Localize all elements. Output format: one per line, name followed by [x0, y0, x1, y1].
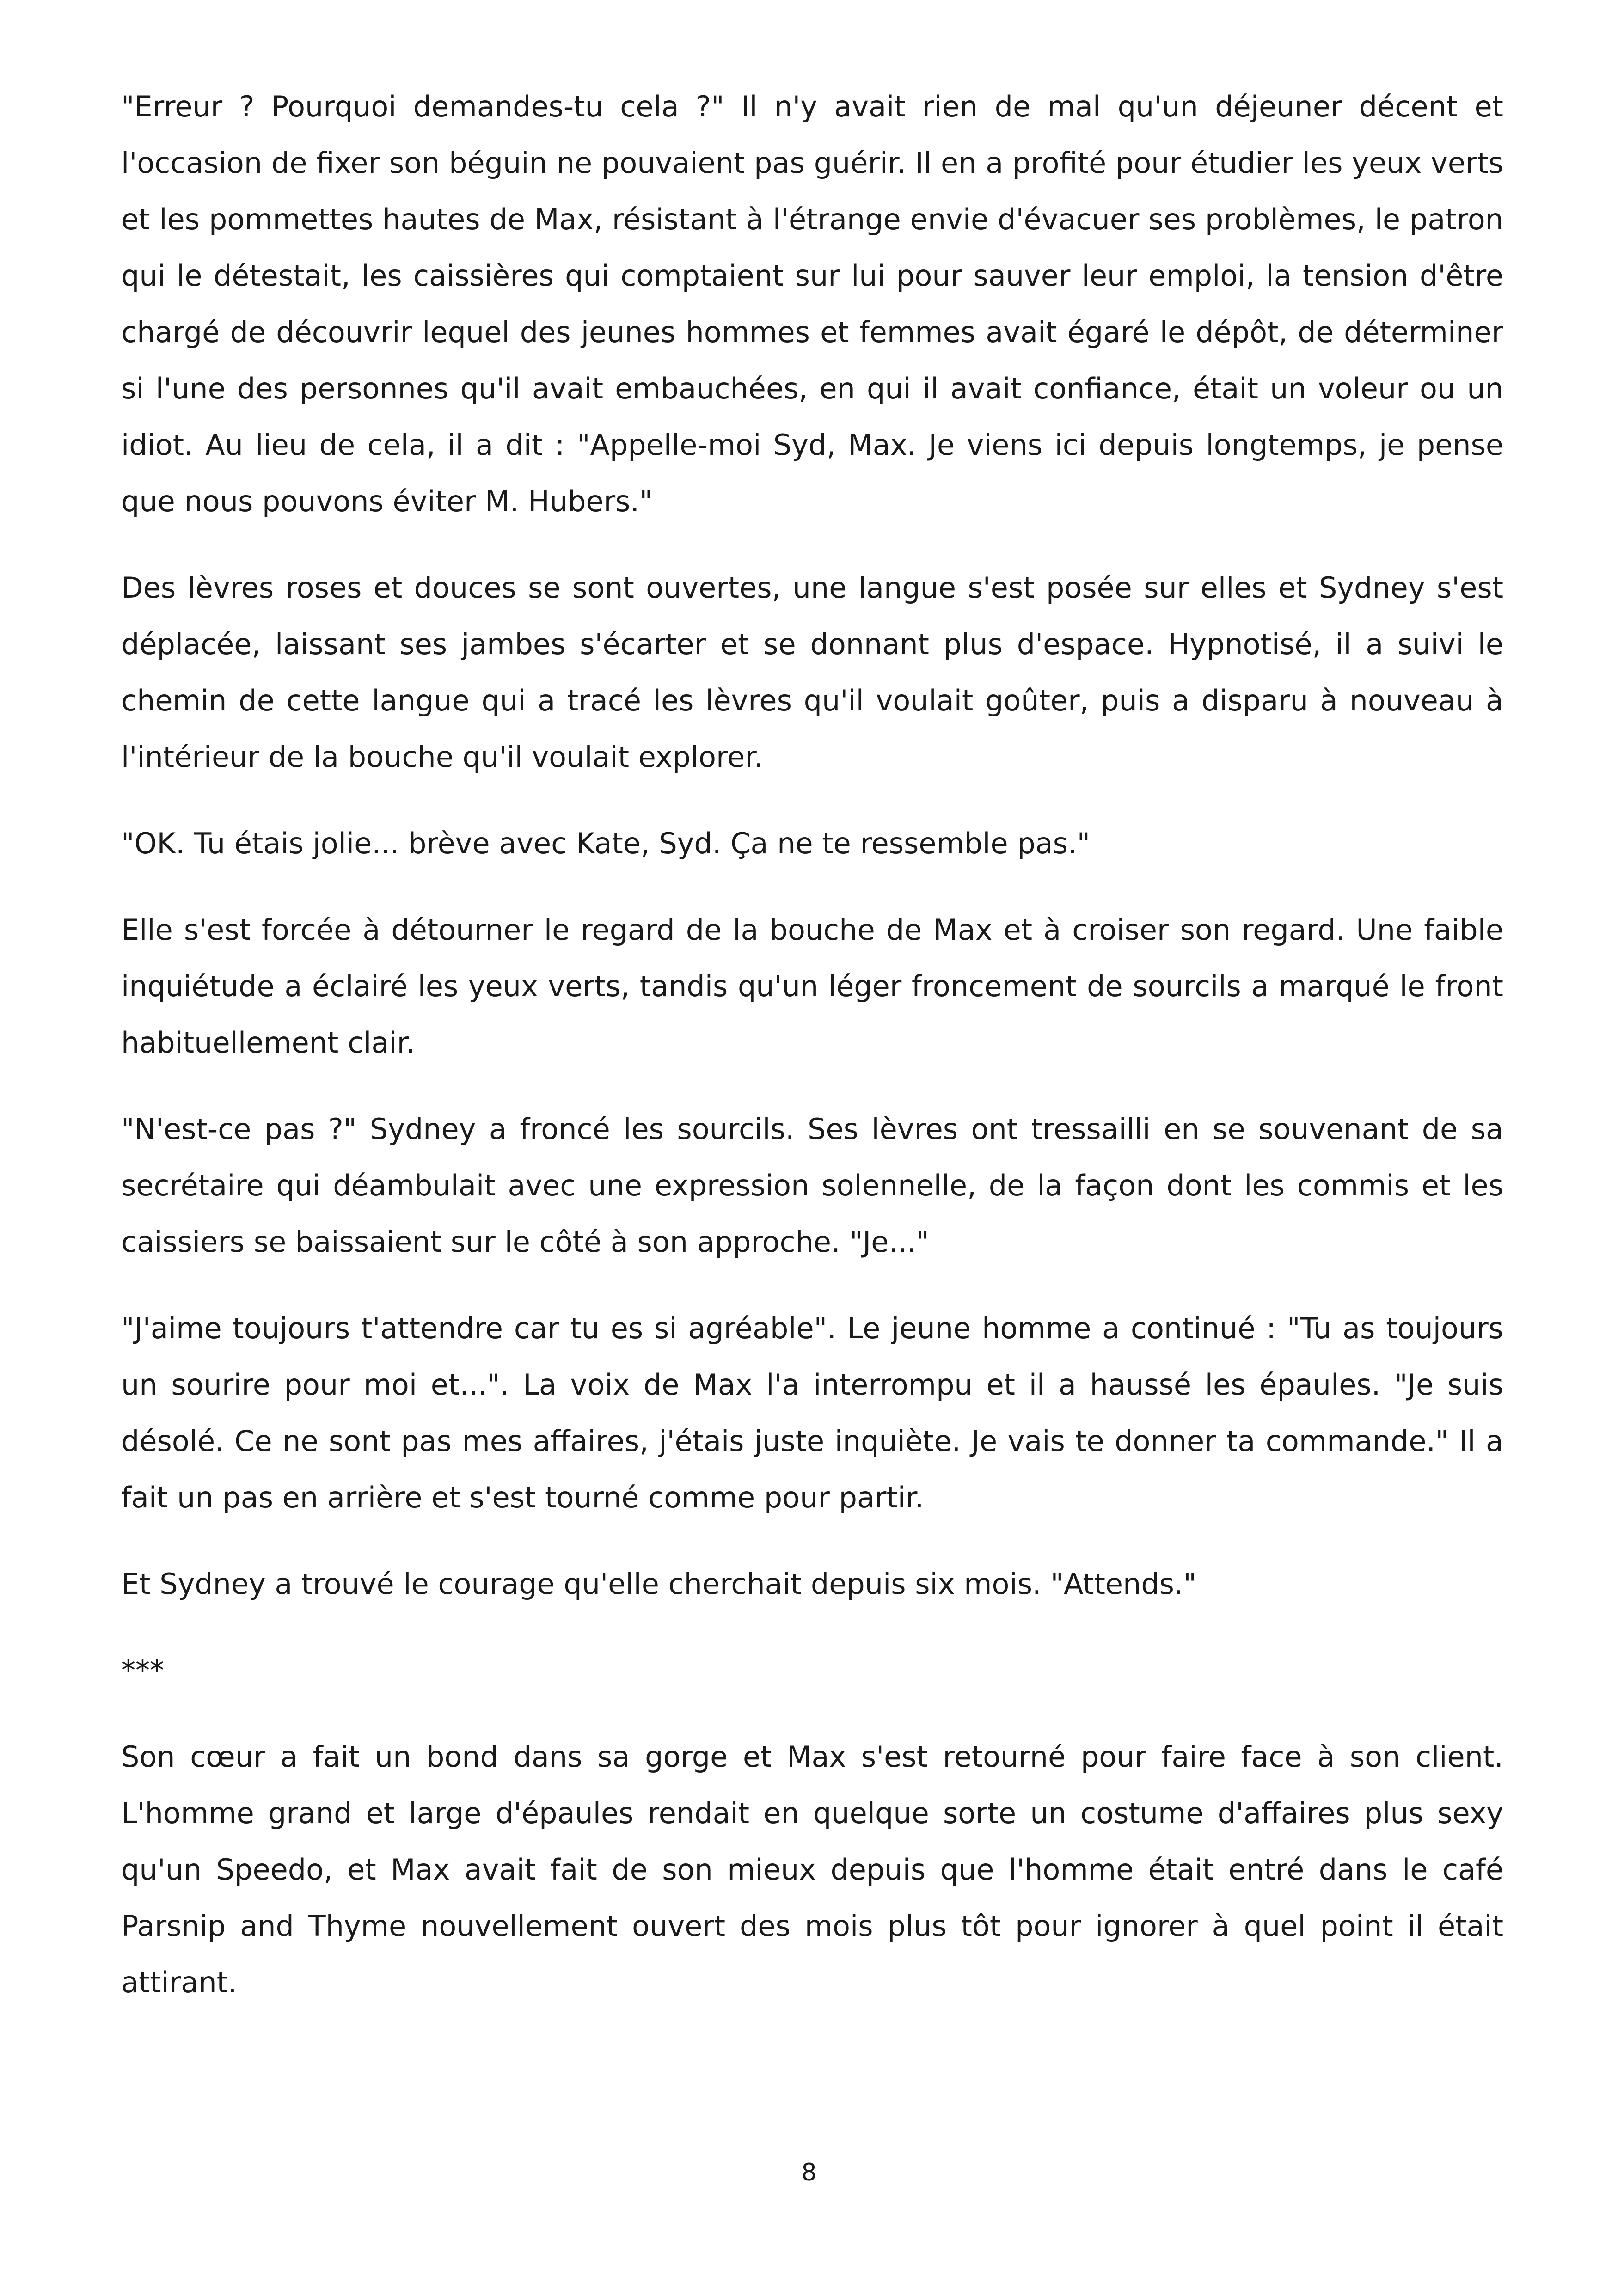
paragraph: "N'est-ce pas ?" Sydney a froncé les sourcils. Ses lèvres ont tressailli en se souvenant de sa secrétaire qui déambulait avec une expression solennelle, de la façon dont les commis et les caissiers se baissaient sur le côté à son approche. "Je..." — [121, 1112, 1503, 1259]
section-separator: *** — [121, 1653, 164, 1687]
paragraph: Des lèvres roses et douces se sont ouvertes, une langue s'est posée sur elles et Sydney s'est déplacée, laissant ses jambes s'écarter et se donnant plus d'espace. Hypnotisé, il a suivi le chemin de cette langue qui a tracé les lèvres qu'il voulait goûter, puis a disparu à nouveau à l'intérieur de la bouche qu'il voulait explorer. — [121, 571, 1503, 774]
paragraph: "OK. Tu étais jolie... brève avec Kate, Syd. Ça ne te ressemble pas." — [121, 827, 1091, 860]
paragraph: "Erreur ? Pourquoi demandes-tu cela ?" Il n'y avait rien de mal qu'un déjeuner décent et l'occasion de fixer son béguin ne pouvaient pas guérir. Il en a profité pour étudier les yeux verts et les pommettes hautes de Max, résistant à l'étrange envie d'évacuer ses problèmes, le patron qui le détestait, les caissières qui comptaient sur lui pour sauver leur emploi, la tension d'être chargé de découvrir lequel des jeunes hommes et femmes avait égaré le dépôt, de déterminer si l'une des personnes qu'il avait embauchées, en qui il avait confiance, était un voleur ou un idiot. Au lieu de cela, il a dit : "Appelle-moi Syd, Max. Je viens ici depuis longtemps, je pense que nous pouvons éviter M. Hubers." — [121, 90, 1503, 518]
page-number: 8 — [801, 2159, 817, 2186]
paragraph: Et Sydney a trouvé le courage qu'elle cherchait depuis six mois. "Attends." — [121, 1567, 1197, 1601]
paragraph: Son cœur a fait un bond dans sa gorge et Max s'est retourné pour faire face à son client. L'homme grand et large d'épaules rendait en quelque sorte un costume d'affaires plus sexy qu'un Speedo, et Max avait fait de son mieux depuis que l'homme était entré dans le café Parsnip and Thyme nouvellement ouvert des mois plus tôt pour ignorer à quel point il était attirant. — [121, 1740, 1503, 1999]
paragraph: "J'aime toujours t'attendre car tu es si agréable". Le jeune homme a continué : "Tu as toujours un sourire pour moi et...". La voix de Max l'a interrompu et il a haussé les épaules. "Je suis désolé. Ce ne sont pas mes affaires, j'étais juste inquiète. Je vais te donner ta commande." Il a fait un pas en arrière et s'est tourné comme pour partir. — [121, 1311, 1503, 1514]
body-text — [121, 79, 1503, 2041]
paragraph: Elle s'est forcée à détourner le regard de la bouche de Max et à croiser son regard. Une faible inquiétude a éclairé les yeux verts, tandis qu'un léger froncement de sourcils a marqué le front habituellement clair. — [121, 913, 1503, 1059]
